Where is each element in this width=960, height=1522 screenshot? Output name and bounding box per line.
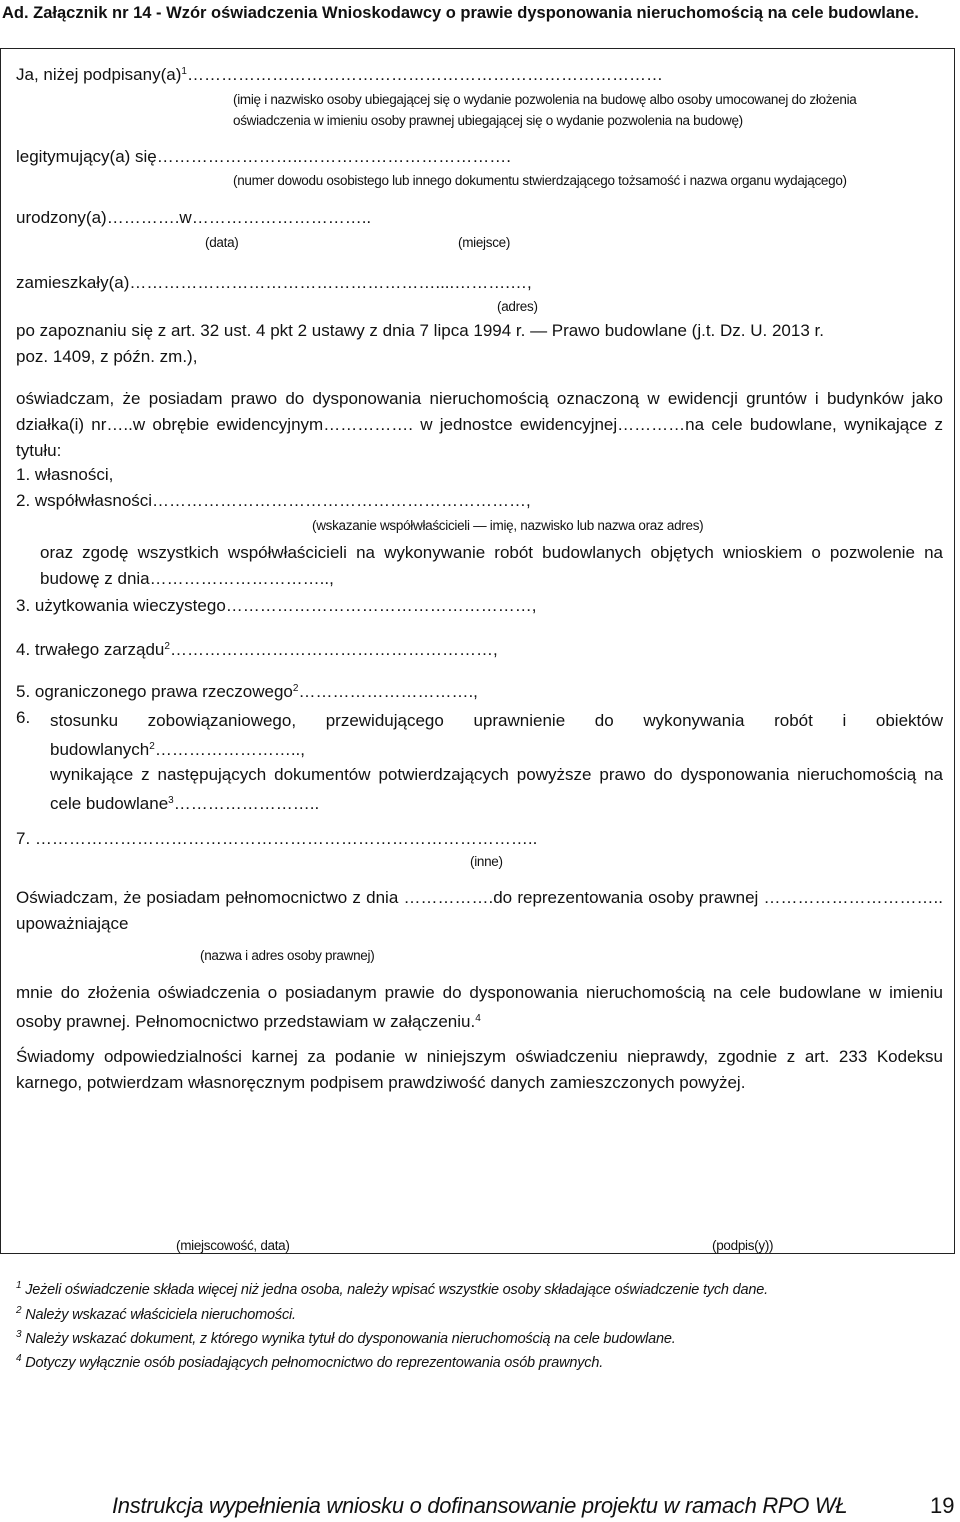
footnote-ref: 2 <box>164 641 170 652</box>
address-line[interactable]: zamieszkały(a)………………………………………………....……….…, <box>16 273 532 292</box>
footnote-ref: 2 <box>292 683 299 694</box>
footnote-ref: 4 <box>475 1013 481 1024</box>
declaration-paragraph: oświadczam, że posiadam prawo do dysponowania nieruchomością oznaczoną w ewidencji gruntów i budynków jako działka(i) nr…..w obrębie ewidencyjnym……………. w jednostce ewidencyjnej…………na cele budowlane, wynikające z tytułu: <box>16 389 943 460</box>
footnote-number: 3 <box>16 1329 22 1340</box>
footnote-1 <box>16 1280 768 1298</box>
birth-place-caption: (miejsce) <box>458 235 511 250</box>
title-item-other[interactable]: 7. …………………………………………………………………………….. <box>16 829 538 848</box>
id-document-caption: (numer dowodu osobistego lub innego dokumentu stwierdzającego tożsamość i nazwa organu wydającego) <box>233 173 847 188</box>
document-title: Ad. Załącznik nr 14 - Wzór oświadczenia Wnioskodawcy o prawie dysponowania nieruchomością na cele budowlane. <box>2 4 919 22</box>
signature-caption: (podpis(y)) <box>712 1238 774 1253</box>
item-4-label: 4. trwałego zarządu <box>16 640 165 659</box>
footnote-3 <box>16 1329 676 1347</box>
item-6-blank[interactable]: …………………….., <box>154 740 305 759</box>
title-item-perpetual-usufruct[interactable]: 3. użytkowania wieczystego………………………………………………, <box>16 596 537 615</box>
item-6-label: stosunku zobowiązaniowego, przewidującego uprawnienie do wykonywania robót i obiektów budowlanych <box>50 711 943 759</box>
co-owners-consent: oraz zgodę wszystkich współwłaścicieli na wykonywanie robót budowlanych objętych wnioskiem o pozwolenie na budowę z dnia………………………….., <box>40 543 943 588</box>
title-item-co-ownership[interactable]: 2. współwłasności…………………………………………………………, <box>16 491 531 510</box>
id-document-line[interactable]: legitymujący(a) się……………………..………………………………. <box>16 147 511 166</box>
footnote-4 <box>16 1353 603 1371</box>
title-item-ownership: 1. własności, <box>16 465 114 484</box>
name-caption-1: (imię i nazwisko osoby ubiegającej się o wydanie pozwolenia na budowę albo osoby umocowanej do złożenia <box>233 92 857 107</box>
proxy-text: mnie do złożenia oświadczenia o posiadanym prawie do dysponowania nieruchomością na cele budowlane w imieniu osoby prawnej. Pełnomocnictwo przedstawiam w załączeniu. <box>16 983 943 1031</box>
footnote-ref: 2 <box>149 741 155 752</box>
documents-blank[interactable]: …………………….. <box>173 794 320 813</box>
proxy-paragraph[interactable]: Oświadczam, że posiadam pełnomocnictwo z dnia …………….do reprezentowania osoby prawnej ………………………….. upoważniające <box>16 888 943 933</box>
footnote-number: 4 <box>16 1353 22 1364</box>
documents-label: wynikające z następujących dokumentów potwierdzających powyższe prawo do dysponowania nieruchomością na cele budowlane <box>50 765 943 813</box>
title-item-permanent-management[interactable] <box>16 640 498 660</box>
intro-line <box>16 65 663 85</box>
footnote-text: Należy wskazać dokument, z którego wynika tytuł do dysponowania nieruchomością na cele budowlane. <box>25 1331 676 1347</box>
page-number: 19 <box>930 1493 955 1518</box>
address-caption: (adres) <box>497 299 538 314</box>
footnote-number: 1 <box>16 1280 22 1291</box>
law-reference-line-2: poz. 1409, z późn. zm.), <box>16 347 198 366</box>
intro-label: Ja, niżej podpisany(a) <box>16 65 182 84</box>
footnote-2 <box>16 1305 296 1323</box>
other-caption: (inne) <box>470 854 503 869</box>
page-footer-text: Instrukcja wypełnienia wniosku o dofinansowanie projektu w ramach RPO WŁ <box>112 1493 848 1518</box>
footnote-text: Dotyczy wyłącznie osób posiadających pełnomocnictwo do reprezentowania osób prawnych. <box>25 1355 604 1371</box>
co-owners-caption: (wskazanie współwłaścicieli — imię, nazwisko lub nazwa oraz adres) <box>312 518 704 533</box>
name-blank[interactable]: ………………………………………………………………………… <box>186 65 663 84</box>
footnote-text: Należy wskazać właściciela nieruchomości. <box>25 1307 296 1323</box>
footnote-number: 2 <box>16 1305 22 1316</box>
footnote-ref: 1 <box>181 66 187 77</box>
title-item-contractual[interactable] <box>50 708 943 763</box>
item-5-blank[interactable]: …………………………., <box>298 682 478 701</box>
footnote-text: Jeżeli oświadczenie składa więcej niż jedna osoba, należy wpisać wszystkie osoby składające oświadczenie tych dane. <box>25 1282 768 1298</box>
birth-line[interactable]: urodzony(a)………….w………………………….. <box>16 208 372 227</box>
proxy-paragraph-continued <box>16 980 943 1035</box>
item-5-label: 5. ograniczonego prawa rzeczowego <box>16 682 293 701</box>
title-item-limited-property-right[interactable] <box>16 682 478 702</box>
criminal-liability-paragraph: Świadomy odpowiedzialności karnej za podanie w niniejszym oświadczeniu nieprawdy, zgodnie z art. 233 Kodeksu karnego, potwierdzam własnoręcznym podpisem prawdziwość danych zamieszczonych powyżej. <box>16 1047 943 1092</box>
law-reference-line-1: po zapoznaniu się z art. 32 ust. 4 pkt 2 ustawy z dnia 7 lipca 1994 r. — Prawo budowlane (j.t. Dz. U. 2013 r. <box>16 321 824 340</box>
item-6-number: 6. <box>16 708 31 727</box>
documents-confirming-right[interactable] <box>50 762 943 817</box>
place-date-caption: (miejscowość, data) <box>176 1238 290 1253</box>
footnote-ref: 3 <box>168 795 174 806</box>
birth-date-caption: (data) <box>205 235 239 250</box>
item-4-blank[interactable]: …………………………………………………, <box>169 640 498 659</box>
name-caption-2: oświadczenia w imieniu osoby prawnej ubiegającej się o wydanie pozwolenia na budowę) <box>233 113 743 128</box>
legal-person-caption: (nazwa i adres osoby prawnej) <box>200 948 375 963</box>
